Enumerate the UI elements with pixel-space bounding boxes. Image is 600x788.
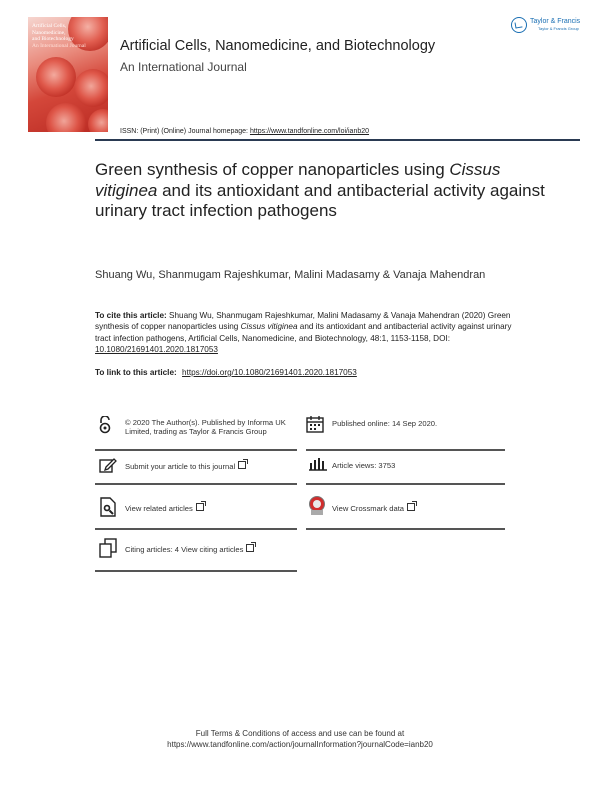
article-link-label: To link to this article: [95, 368, 177, 377]
citation-doi-link[interactable]: 10.1080/21691401.2020.1817053 [95, 345, 218, 355]
copy-documents-icon [99, 538, 119, 558]
citation-text: Shuang Wu, Shanmugam Rajeshkumar, Malini Madasamy & Vanaja Mahendran (2020) Green synthesis of copper nanoparticles using [95, 311, 511, 332]
article-title-text: and its antioxidant and antibacterial activity against urinary tract infection pathogens [95, 180, 545, 220]
edit-icon [99, 457, 117, 473]
published-date-text: Published online: 14 Sep 2020. [332, 419, 438, 428]
related-articles-label: View related articles [125, 504, 193, 513]
journal-title: Artificial Cells, Nanomedicine, and Biotechnology [120, 38, 436, 54]
terms-footer-text: Full Terms & Conditions of access and use can be found at [195, 729, 405, 738]
cover-title-line: and Biotechnology [32, 36, 74, 42]
article-title-species: Cissus vitiginea [95, 160, 501, 200]
citing-articles-text [125, 544, 254, 554]
crossmark-text [332, 503, 415, 513]
citation-text: and its antioxidant and antibacterial activity against urinary tract infection pathogens, Artificial Cells, Nanomedicine, and Biotechnology, 48:1, 1153-1158, DOI: [95, 322, 512, 343]
open-access-icon [98, 416, 112, 434]
citation-block [95, 310, 515, 356]
related-articles-text [125, 503, 204, 513]
citing-articles-label: Citing articles: 4 View citing articles [125, 545, 244, 554]
publisher-logo-tagline: Taylor & Francis Group [538, 26, 579, 31]
crossmark-icon [308, 496, 326, 516]
article-title-text: Green synthesis of copper nanoparticles using [95, 160, 450, 179]
submit-article-label: Submit your article to this journal [125, 462, 236, 471]
issn-line [120, 128, 369, 135]
info-divider [306, 483, 505, 485]
info-divider [95, 449, 297, 451]
external-link-icon [407, 503, 415, 511]
terms-footer [0, 728, 600, 750]
header-divider [95, 139, 580, 141]
cover-title [32, 23, 90, 49]
open-access-text: © 2020 The Author(s). Published by Informa UK Limited, trading as Taylor & Francis Group [125, 418, 286, 437]
info-divider [95, 483, 297, 485]
publisher-logo[interactable] [511, 17, 583, 39]
journal-homepage-link[interactable]: https://www.tandfonline.com/loi/ianb20 [249, 128, 370, 135]
crossmark-label: View Crossmark data [332, 504, 405, 513]
info-divider [306, 449, 505, 451]
external-link-icon [246, 544, 254, 552]
bar-chart-icon [308, 457, 328, 471]
document-search-icon [99, 497, 117, 517]
citation-species: Cissus vitiginea [240, 322, 298, 332]
info-divider [95, 528, 297, 530]
journal-subtitle: An International Journal [120, 60, 247, 74]
terms-footer-link[interactable]: https://www.tandfonline.com/action/journalInformation?journalCode=ianb20 [167, 740, 433, 749]
calendar-icon [306, 415, 324, 433]
issn-label: ISSN: (Print) (Online) Journal homepage: [120, 128, 248, 135]
citation-label: To cite this article: [95, 311, 167, 320]
external-link-icon [238, 461, 246, 469]
publisher-logo-icon [511, 17, 527, 33]
info-divider [306, 528, 505, 530]
info-divider [95, 570, 297, 572]
journal-cover-image [28, 17, 108, 132]
submit-article-text [125, 461, 246, 471]
cover-subtitle: An International Journal [32, 42, 86, 49]
cover-title-line: Artificial Cells, [32, 23, 67, 29]
cover-title-line: Nanomedicine, [32, 29, 66, 36]
article-views-text: Article views: 3753 [332, 461, 396, 470]
article-title [95, 160, 555, 222]
article-doi-link[interactable]: https://doi.org/10.1080/21691401.2020.1817053 [182, 368, 357, 377]
publisher-logo-name: Taylor & Francis [530, 18, 581, 25]
external-link-icon [196, 503, 204, 511]
article-link-line [95, 368, 357, 377]
article-authors: Shuang Wu, Shanmugam Rajeshkumar, Malini Madasamy & Vanaja Mahendran [95, 269, 486, 281]
